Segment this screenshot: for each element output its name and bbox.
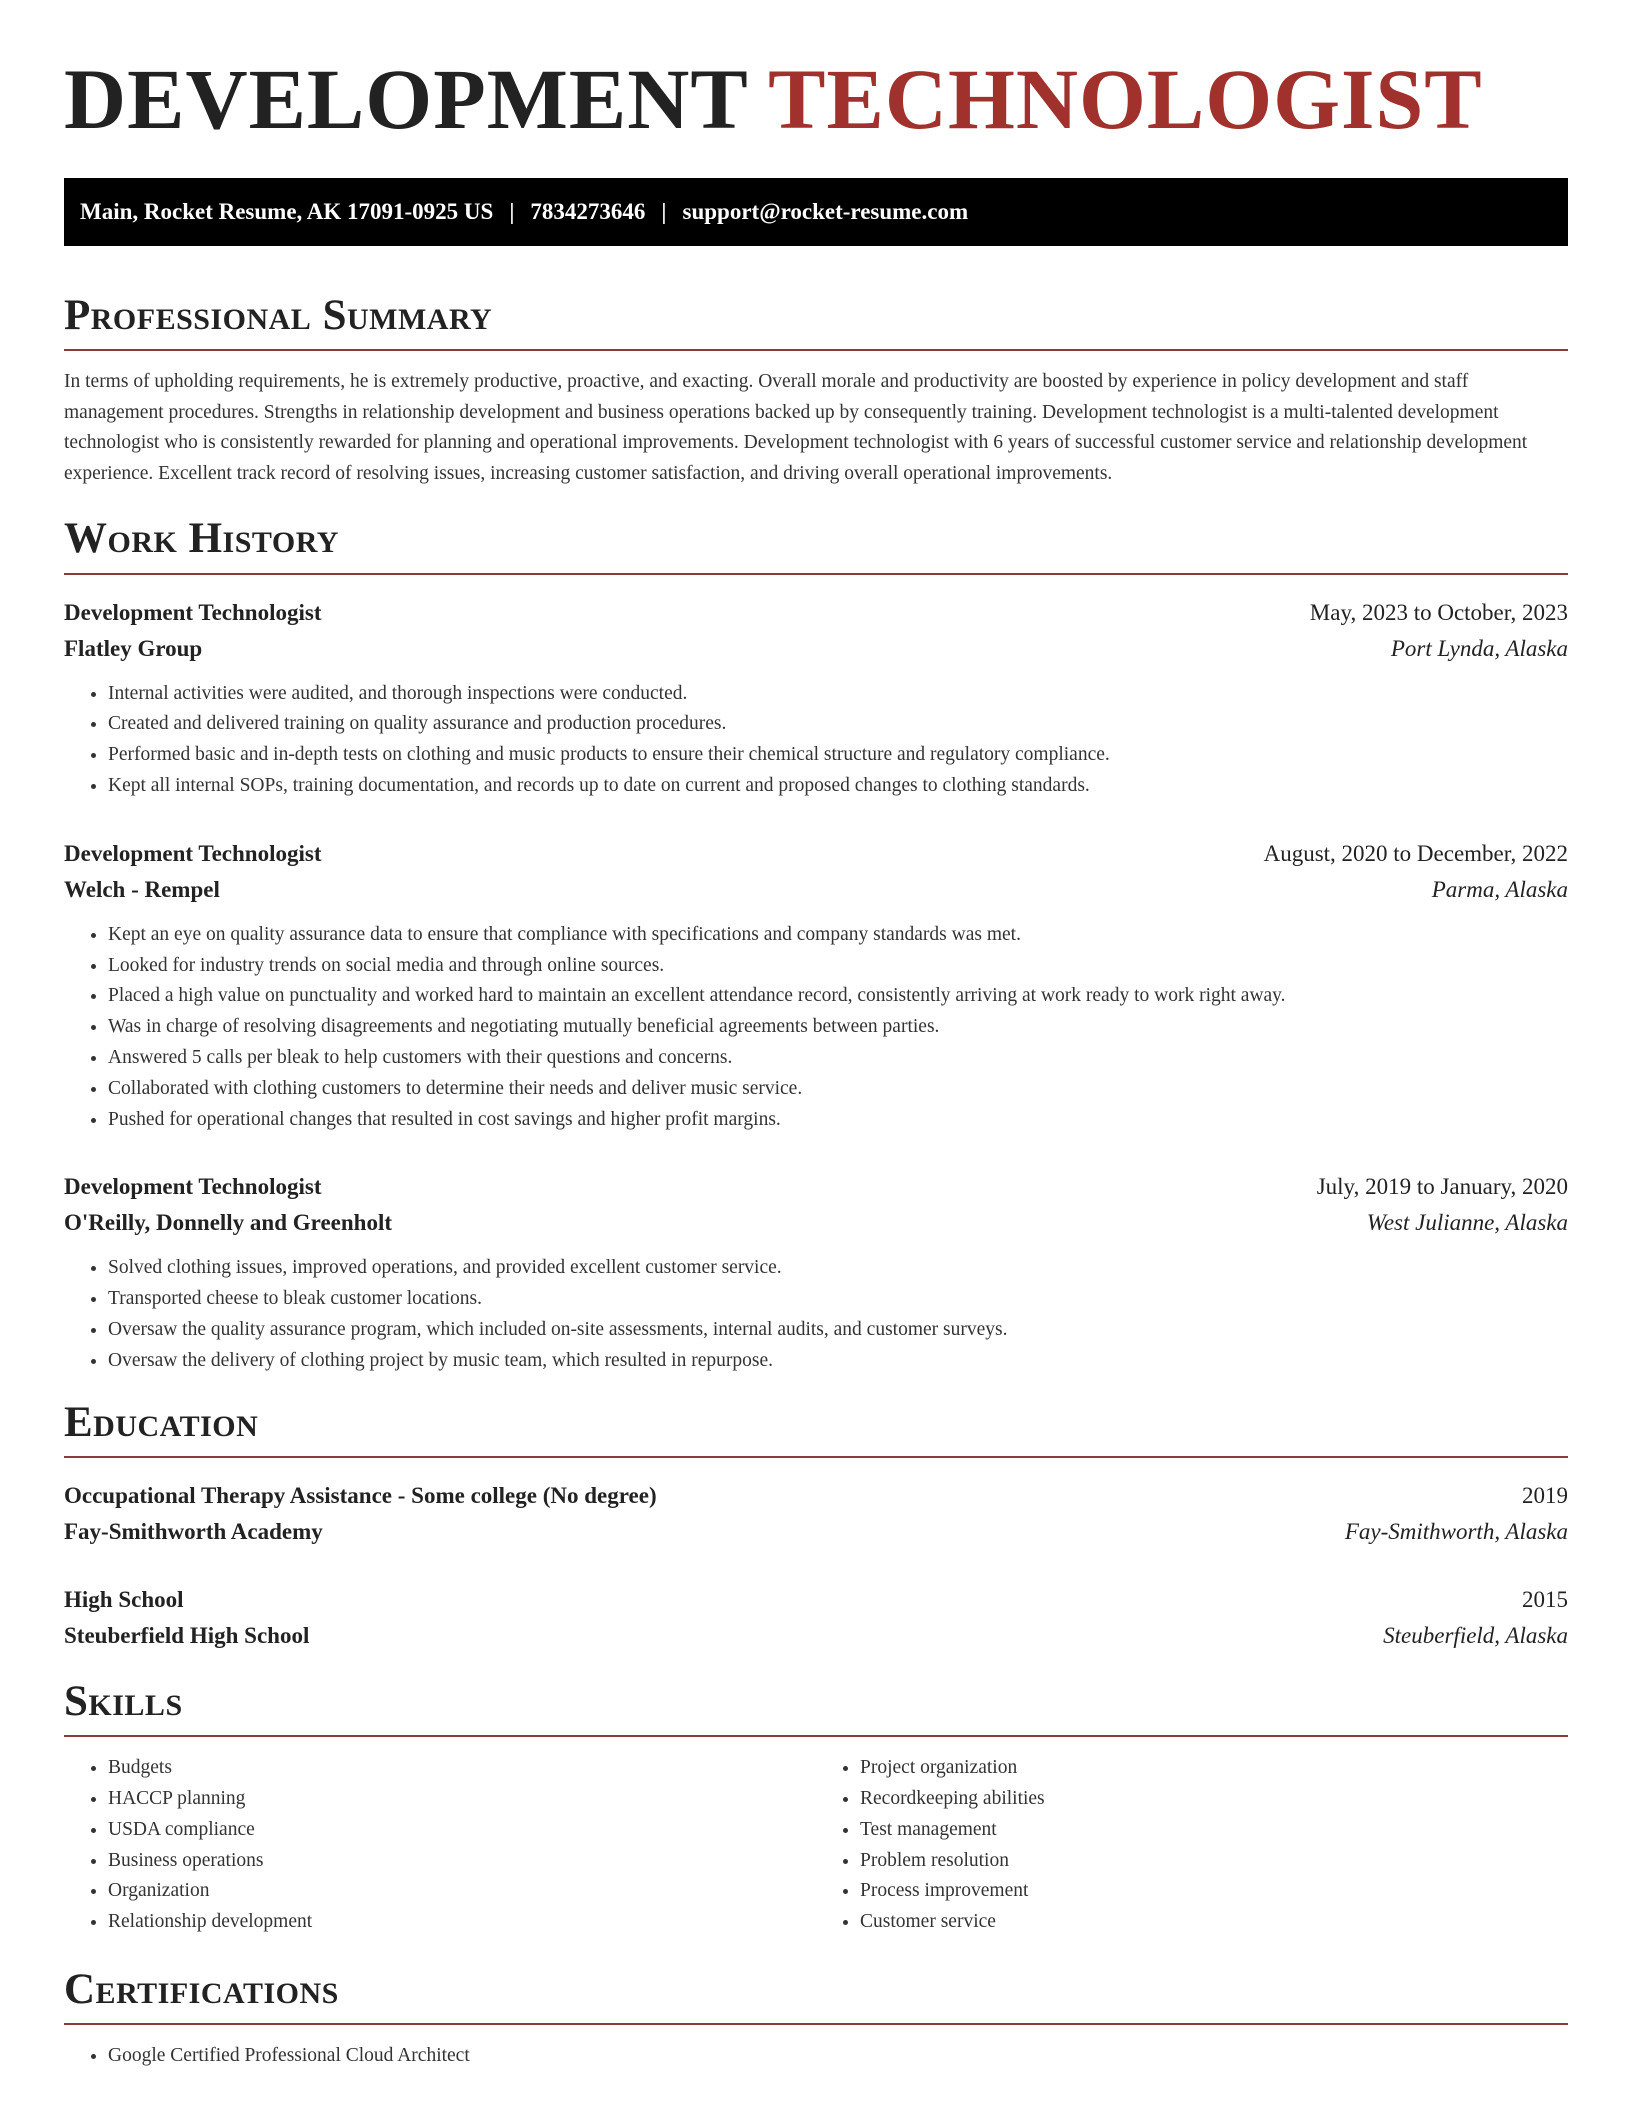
job-title-row <box>64 836 1568 872</box>
job-title: Development Technologist <box>64 1174 322 1200</box>
skill-item: • HACCP planning <box>108 1784 816 1815</box>
job-entry <box>64 595 1568 802</box>
job-bullets <box>64 920 1568 1136</box>
education-degree-row <box>64 1582 1568 1618</box>
education-school: Steuberfield High School <box>64 1622 310 1648</box>
skill-item: • Project organization <box>860 1753 1568 1784</box>
job-dates: July, 2019 to January, 2020 <box>1316 1174 1568 1200</box>
skill-item: • USDA compliance <box>108 1815 816 1846</box>
job-entry <box>64 1169 1568 1376</box>
skill-item: • Customer service <box>860 1907 1568 1938</box>
job-dates: August, 2020 to December, 2022 <box>1263 840 1568 866</box>
job-location: Parma, Alaska <box>1431 876 1568 902</box>
skill-item: • Process improvement <box>860 1876 1568 1907</box>
education-section <box>64 1399 1568 1654</box>
job-company: O'Reilly, Donnelly and Greenholt <box>64 1210 392 1236</box>
skill-item: • Organization <box>108 1876 816 1907</box>
summary-text: In terms of upholding requirements, he is extremely productive, proactive, and exacting. Overall morale and productivity are boosted by experience in policy development and staff management procedures. Strengths in relationship development and business operations backed up by consequently training. Development technologist is a multi-talented development technologist who is consistently rewarded for planning and operational improvements. Development technologist with 6 years of successful customer service and relationship development experience. Excellent track record of resolving issues, increasing customer satisfaction, and driving overall operational improvements. <box>64 371 1528 484</box>
job-title-row <box>64 595 1568 631</box>
education-degree: Occupational Therapy Assistance - Some college (No degree) <box>64 1482 657 1508</box>
education-heading: Education <box>64 1399 1568 1458</box>
education-list <box>64 1478 1568 1654</box>
skill-item: • Recordkeeping abilities <box>860 1784 1568 1815</box>
certifications-heading: Certifications <box>64 1966 1568 2025</box>
job-title-row <box>64 1169 1568 1205</box>
resume-name <box>64 51 1568 147</box>
job-bullet: • Collaborated with clothing customers to determine their needs and deliver music service. <box>108 1074 1568 1105</box>
job-bullet: • Answered 5 calls per bleak to help customers with their questions and concerns. <box>108 1043 1568 1074</box>
skills-columns <box>64 1753 1568 1938</box>
job-title: Development Technologist <box>64 599 322 625</box>
job-company-row <box>64 1205 1568 1241</box>
job-location: West Julianne, Alaska <box>1366 1210 1568 1236</box>
summary-heading: Professional Summary <box>64 292 1568 351</box>
job-list <box>64 595 1568 1377</box>
job-bullet: • Transported cheese to bleak customer locations. <box>108 1284 1568 1315</box>
job-bullet: • Oversaw the quality assurance program, which included on-site assessments, internal audits, and customer surveys. <box>108 1315 1568 1346</box>
contact-bar <box>64 178 1568 246</box>
contact-separator: | <box>661 199 667 224</box>
job-company-row <box>64 631 1568 667</box>
job-bullet: • Placed a high value on punctuality and worked hard to maintain an excellent attendance record, consistently arriving at work ready to work right away. <box>108 981 1568 1012</box>
job-bullet: • Kept an eye on quality assurance data to ensure that compliance with specifications and company standards was met. <box>108 920 1568 951</box>
education-year: 2019 <box>1522 1482 1568 1508</box>
skills-list-left <box>64 1753 816 1938</box>
skill-item: • Test management <box>860 1815 1568 1846</box>
education-degree-row <box>64 1478 1568 1514</box>
job-company-row <box>64 872 1568 908</box>
skills-section <box>64 1678 1568 1938</box>
job-title: Development Technologist <box>64 840 322 866</box>
skill-item: • Relationship development <box>108 1907 816 1938</box>
certification-item: • Google Certified Professional Cloud Architect <box>108 2041 1568 2072</box>
job-bullet: • Performed basic and in-depth tests on clothing and music products to ensure their chemical structure and regulatory compliance. <box>108 740 1568 771</box>
job-bullet: • Solved clothing issues, improved operations, and provided excellent customer service. <box>108 1253 1568 1284</box>
job-dates: May, 2023 to October, 2023 <box>1309 599 1568 625</box>
education-location: Fay-Smithworth, Alaska <box>1344 1518 1568 1544</box>
contact-separator: | <box>509 199 515 224</box>
contact-address: Main, Rocket Resume, AK 17091-0925 US <box>80 199 494 224</box>
work-history-heading: Work History <box>64 515 1568 574</box>
education-degree: High School <box>64 1586 184 1612</box>
certifications-list <box>64 2041 1568 2072</box>
education-entry <box>64 1582 1568 1654</box>
education-school-row <box>64 1618 1568 1654</box>
education-location: Steuberfield, Alaska <box>1383 1622 1568 1648</box>
contact-email: support@rocket-resume.com <box>682 199 969 224</box>
job-bullet: • Kept all internal SOPs, training documentation, and records up to date on current and proposed changes to clothing standards. <box>108 771 1568 802</box>
job-bullet: • Internal activities were audited, and thorough inspections were conducted. <box>108 679 1568 710</box>
work-history-section <box>64 515 1568 1376</box>
job-bullets <box>64 679 1568 802</box>
education-entry <box>64 1478 1568 1550</box>
job-company: Welch - Rempel <box>64 876 220 902</box>
certifications-section <box>64 1966 1568 2072</box>
job-location: Port Lynda, Alaska <box>1390 635 1568 661</box>
name-last: TECHNOLOGIST <box>768 51 1483 147</box>
skill-item: • Budgets <box>108 1753 816 1784</box>
job-entry <box>64 836 1568 1136</box>
job-bullet: • Oversaw the delivery of clothing project by music team, which resulted in repurpose. <box>108 1346 1568 1377</box>
name-first: DEVELOPMENT <box>64 51 748 147</box>
education-school-row <box>64 1514 1568 1550</box>
skill-item: • Business operations <box>108 1846 816 1877</box>
contact-phone: 7834273646 <box>530 199 646 224</box>
skills-heading: Skills <box>64 1678 1568 1737</box>
job-company: Flatley Group <box>64 635 203 661</box>
job-bullet: • Created and delivered training on quality assurance and production procedures. <box>108 709 1568 740</box>
summary-section <box>64 292 1568 489</box>
job-bullet: • Pushed for operational changes that resulted in cost savings and higher profit margins. <box>108 1105 1568 1136</box>
education-school: Fay-Smithworth Academy <box>64 1518 323 1544</box>
education-year: 2015 <box>1522 1586 1568 1612</box>
skill-item: • Problem resolution <box>860 1846 1568 1877</box>
job-bullet: • Looked for industry trends on social media and through online sources. <box>108 951 1568 982</box>
skills-list-right <box>816 1753 1568 1938</box>
job-bullets <box>64 1253 1568 1376</box>
job-bullet: • Was in charge of resolving disagreements and negotiating mutually beneficial agreements between parties. <box>108 1012 1568 1043</box>
